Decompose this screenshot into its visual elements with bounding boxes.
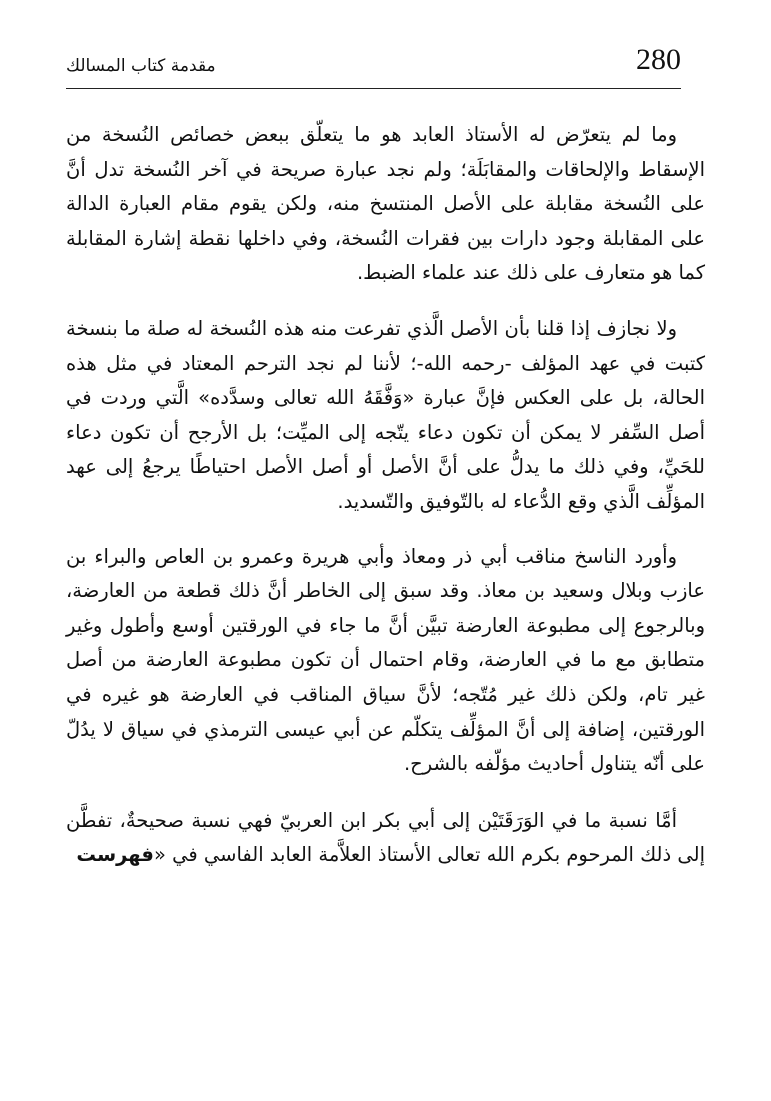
page-header: [66, 38, 681, 89]
paragraph-2: [66, 312, 705, 520]
paragraph-1: [66, 118, 705, 291]
paragraph-3: [66, 540, 705, 782]
paragraph-4: [66, 804, 705, 873]
paragraph-2-text: ولا نجازف إذا قلنا بأن الأصل الَّذي تفرعت منه هذه النُسخة له صلة ما بنسخة كتبت في عهد المؤلف -رحمه الله-؛ لأننا لم نجد الترحم المعتاد في مثل هذه الحالة، بل على العكس فإنَّ عبارة «وَفَّقَهُ الله تعالى وسدَّده» الَّتي وردت في أصل السِّفر لا يمكن أن تكون دعاء يتّجه إلى الميِّت؛ بل الأرجح أن تكون دعاء للحَيِّ، وفي ذلك ما يدلُّ على أنَّ الأصل أو أصل الأصل احتياطًا يرجعُ إلى عهد المؤلِّف الَّذي وقع الدُّعاء له بالتّوفيق والتّسديد.: [66, 316, 705, 513]
paragraph-4-bold-title: فهرست: [76, 843, 154, 867]
page-number: 280: [636, 43, 681, 76]
running-title: مقدمة كتاب المسالك: [66, 56, 216, 76]
paragraph-4-text: أمَّا نسبة ما في الوَرَقَتَيْن إلى أبي بكر ابن العربيّ فهي نسبة صحيحةٌ، تفطَّن إلى ذلك المرحوم بكرم الله تعالى الأستاذ العلاَّمة العابد الفاسي في «: [66, 808, 705, 867]
paragraph-1-text: وما لم يتعرّض له الأستاذ العابد هو ما يتعلّق ببعض خصائص النُسخة من الإسقاط والإلحاقات والمقابَلَة؛ ولم نجد عبارة صريحة في آخر النُسخة تدل أنَّ على النُسخة مقابلة على الأصل المنتسخ منه، ولكن يقوم مقام العبارة الدالة على المقابلة وجود دارات بين فقرات النُسخة، وفي داخلها نقطة إشارة المقابلة كما هو متعارف على ذلك عند علماء الضبط.: [66, 123, 705, 285]
body-text: [66, 118, 705, 893]
paragraph-3-text: وأورد الناسخ مناقب أبي ذر ومعاذ وأبي هريرة وعمرو بن العاص والبراء بن عازب وبلال وسعيد بن معاذ. وقد سبق إلى الخاطر أنَّ ذلك قطعة من العارضة، وبالرجوع إلى مطبوعة العارضة تبيَّن أنَّ ما جاء في الورقتين أوسع وأطول وغير متطابق مع ما في العارضة، وقام احتمال أن تكون مطبوعة العارضة من أصل غير تام، ولكن ذلك غير مُتّجه؛ لأنَّ سياق المناقب في العارضة هو غيره في الورقتين، إضافة إلى أنَّ المؤلِّف يتكلّم عن أبي عيسى الترمذي في سياق لا يدُلّ على أنّه يتناول أحاديث مؤلّفه بالشرح.: [66, 544, 705, 776]
